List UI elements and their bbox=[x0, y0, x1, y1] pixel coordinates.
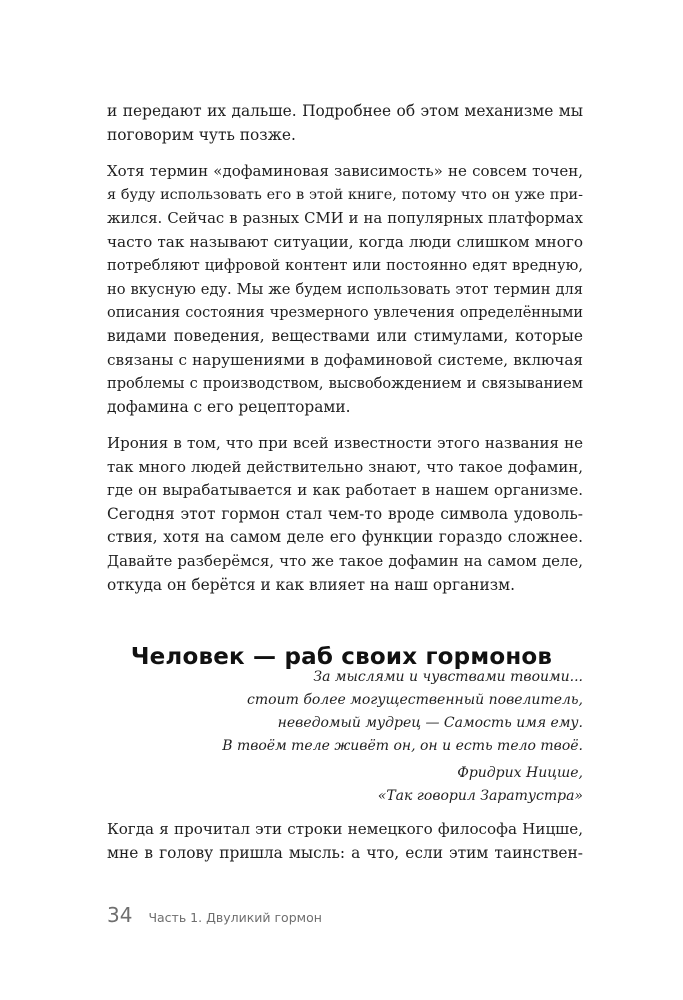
epigraph bbox=[143, 666, 583, 758]
text-line: Давайте разберёмся, что же такое дофамин на самом деле, bbox=[107, 551, 583, 570]
text-line: проблемы с производством, высвобождением и связыванием bbox=[107, 375, 583, 393]
text-line: откуда он берётся и как влияет на наш организм. bbox=[107, 575, 515, 594]
paragraph-1 bbox=[107, 100, 583, 147]
text-line: так много людей действительно знают, что такое дофамин, bbox=[107, 457, 583, 476]
epigraph-line: За мыслями и чувствами твоими... bbox=[313, 669, 583, 685]
epigraph-author: Фридрих Ницше, bbox=[457, 765, 583, 781]
text-line: часто так называют ситуации, когда люди слишком много bbox=[107, 232, 583, 251]
text-line: связаны с нарушениями в дофаминовой системе, включая bbox=[107, 350, 583, 369]
page-footer bbox=[107, 903, 322, 927]
paragraph-4 bbox=[107, 818, 583, 865]
text-line: потребляют цифровой контент или постоянно едят вредную, bbox=[107, 257, 583, 275]
text-line: мне в голову пришла мысль: а что, если этим таинствен- bbox=[107, 843, 583, 862]
text-line: Сегодня этот гормон стал чем-то вроде символа удоволь- bbox=[107, 504, 583, 523]
text-line: жился. Сейчас в разных СМИ и на популярных платформах bbox=[107, 210, 583, 228]
text-line: видами поведения, веществами или стимулами, которые bbox=[107, 327, 583, 346]
paragraph-2 bbox=[107, 160, 583, 420]
text-line: Хотя термин «дофаминовая зависимость» не совсем точен, bbox=[107, 162, 583, 180]
epigraph-source: «Так говорил Заратустра» bbox=[377, 788, 583, 804]
section-heading: Человек — раб своих гормонов bbox=[130, 644, 553, 671]
paragraph-3 bbox=[107, 432, 583, 597]
text-line: где он вырабатывается и как работает в нашем организме. bbox=[107, 481, 583, 500]
text-line: и передают их дальше. Подробнее об этом механизме мы bbox=[107, 102, 583, 120]
text-line: описания состояния чрезмерного увлечения определёнными bbox=[107, 304, 583, 321]
text-line: но вкусную еду. Мы же будем использовать этот термин для bbox=[107, 280, 583, 298]
text-line: поговорим чуть позже. bbox=[107, 125, 296, 144]
epigraph-line: стоит более могущественный повелитель, bbox=[247, 692, 583, 708]
epigraph-line: В твоём теле живёт он, он и есть тело твоё. bbox=[222, 738, 583, 754]
page-number: 34 bbox=[107, 903, 133, 927]
text-line: я буду использовать его в этой книге, потому что он уже при- bbox=[107, 186, 583, 203]
text-line: Когда я прочитал эти строки немецкого философа Ницше, bbox=[107, 820, 583, 838]
text-line: ствия, хотя на самом деле его функции гораздо сложнее. bbox=[107, 528, 583, 547]
epigraph-attribution bbox=[143, 762, 583, 808]
running-title: Часть 1. Двуликий гормон bbox=[148, 910, 322, 925]
text-line: дофамина с его рецепторами. bbox=[107, 397, 351, 416]
epigraph-line: неведомый мудрец — Самость имя ему. bbox=[277, 715, 583, 731]
text-line: Ирония в том, что при всей известности этого названия не bbox=[107, 434, 583, 452]
